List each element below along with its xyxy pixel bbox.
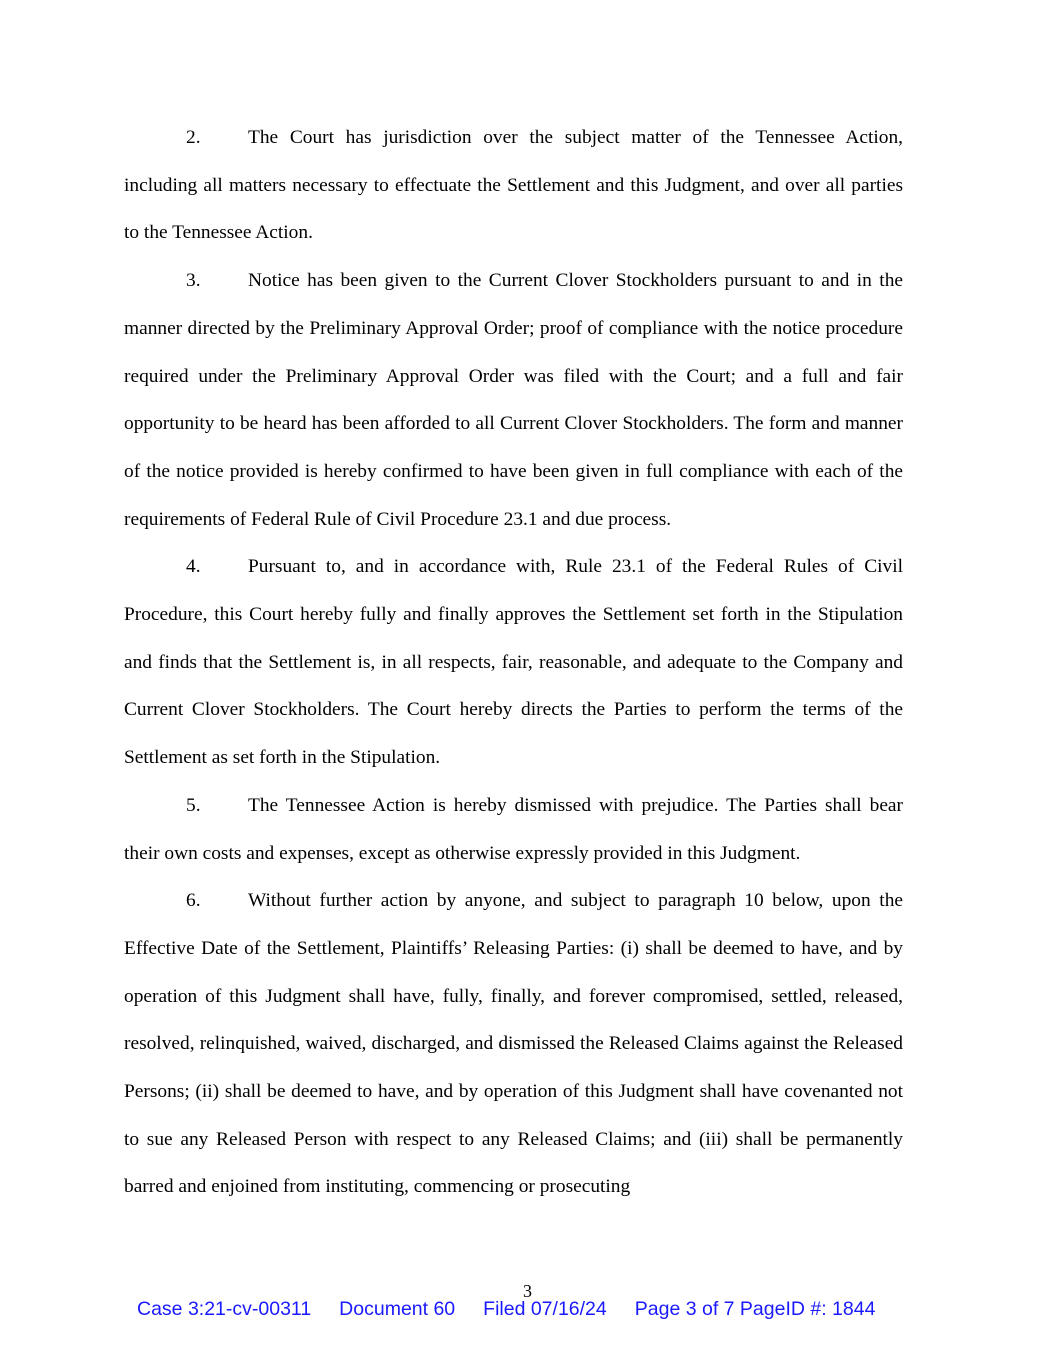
document-body (124, 114, 903, 1211)
footer-page-id: Page 3 of 7 PageID #: 1844 (634, 1298, 876, 1320)
paragraph-text: Notice has been given to the Current Clover Stockholders pursuant to and in the manner directed by the Preliminary Approval Order; proof of compliance with the notice procedure required under the Preliminary Approval Order was filed with the Court; and a full and fair opportunity to be heard has been afforded to all Current Clover Stockholders. The form and manner of the notice provided is hereby confirmed to have been given in full compliance with each of the requirements of Federal Rule of Civil Procedure 23.1 and due process. (124, 270, 903, 530)
paragraph-6 (124, 877, 903, 1211)
page-number: 3 (523, 1281, 532, 1301)
paragraph-text: Pursuant to, and in accordance with, Rule 23.1 of the Federal Rules of Civil Procedure, this Court hereby fully and finally approves the Settlement set forth in the Stipulation and finds that the Settlement is, in all respects, fair, reasonable, and adequate to the Company and Current Clover Stockholders. The Court hereby directs the Parties to perform the terms of the Settlement as set forth in the Stipulation. (124, 556, 903, 769)
paragraph-text: The Tennessee Action is hereby dismissed with prejudice. The Parties shall bear their own costs and expenses, except as otherwise expressly provided in this Judgment. (124, 794, 903, 864)
paragraph-number: 5. (186, 794, 201, 816)
paragraph-2 (124, 114, 903, 257)
footer-case-number: Case 3:21-cv-00311 (137, 1298, 312, 1320)
paragraph-text: Without further action by anyone, and subject to paragraph 10 below, upon the Effective Date of the Settlement, Plaintiffs’ Releasing Parties: (i) shall be deemed to have, and by operation of this Judgment shall have, fully, finally, and forever compromised, settled, released, resolved, relinquished, waived, discharged, and dismissed the Released Claims against the Released Persons; (ii) shall be deemed to have, and by operation of this Judgment shall have covenanted not to sue any Released Person with respect to any Released Claims; and (iii) shall be permanently barred and enjoined from instituting, commencing or prosecuting (124, 890, 903, 1198)
paragraph-text: The Court has jurisdiction over the subject matter of the Tennessee Action, including all matters necessary to effectuate the Settlement and this Judgment, and over all parties to the Tennessee Action. (124, 127, 903, 244)
paragraph-5 (124, 782, 903, 877)
court-filing-footer (137, 1298, 875, 1321)
paragraph-4 (124, 543, 903, 782)
paragraph-number: 3. (186, 270, 201, 292)
paragraph-number: 6. (186, 890, 201, 912)
footer-filed-date: Filed 07/16/24 (483, 1298, 607, 1320)
paragraph-number: 4. (186, 556, 201, 578)
footer-document-number: Document 60 (339, 1298, 456, 1320)
paragraph-number: 2. (186, 127, 201, 148)
paragraph-3 (124, 257, 903, 543)
